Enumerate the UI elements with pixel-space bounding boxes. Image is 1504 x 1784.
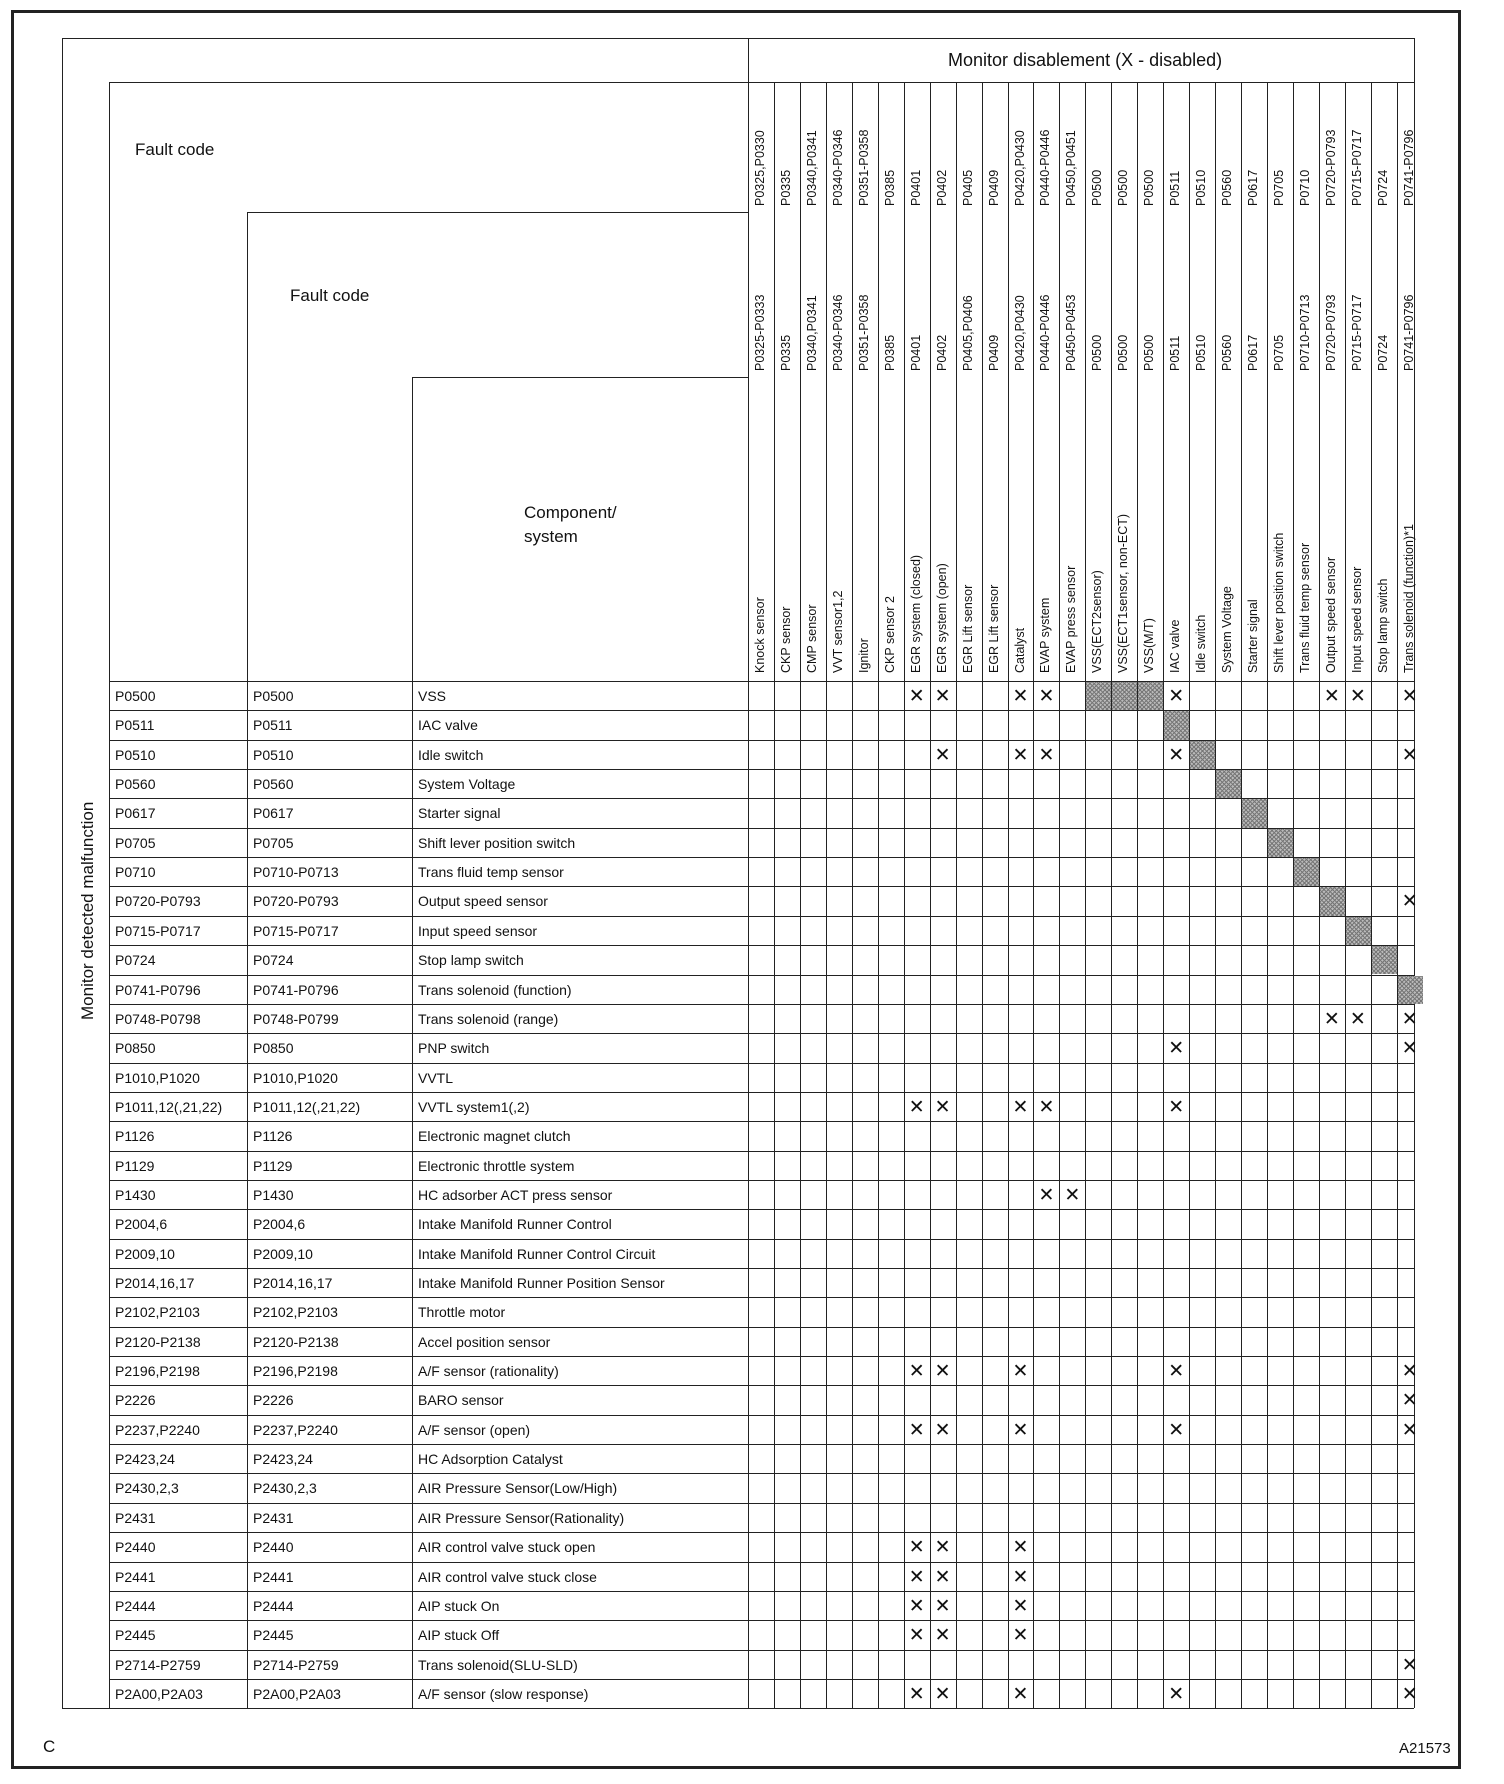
row-code2: P0720-P0793	[253, 893, 339, 910]
column-divider	[826, 82, 827, 1708]
row-code1: P2431	[115, 1509, 156, 1526]
row-code2: P2102,P2103	[253, 1304, 338, 1321]
disabled-mark: ✕	[1401, 1683, 1418, 1705]
disabled-mark: ✕	[1323, 686, 1340, 707]
row-code1: P2237,P2240	[115, 1421, 200, 1438]
column-code2: P0335	[778, 334, 793, 371]
column-code1: P0335	[778, 169, 793, 206]
row-component: Electronic magnet clutch	[418, 1128, 571, 1145]
column-divider	[774, 82, 775, 1708]
table-right-border	[1414, 38, 1415, 1708]
disabled-mark: ✕	[908, 1566, 925, 1588]
row-code1: P2226	[115, 1392, 156, 1409]
row-code1: P0724	[115, 952, 156, 969]
row-code1: P2120-P2138	[115, 1333, 201, 1350]
row-code1: P2714-P2759	[115, 1656, 201, 1673]
column-divider	[1345, 82, 1346, 1708]
self-diagnosis-cell	[1242, 799, 1267, 827]
row-code2: P2441	[253, 1568, 294, 1585]
disabled-mark: ✕	[1349, 1008, 1366, 1030]
row-code2: P0850	[253, 1040, 294, 1057]
column-divider	[1371, 82, 1372, 1708]
row-code2: P0510	[253, 746, 294, 763]
column-code1: P0560	[1220, 169, 1235, 206]
disabled-mark: ✕	[1401, 1654, 1418, 1676]
column-divider	[800, 82, 801, 1708]
column-divider	[1085, 82, 1086, 1708]
component-header-line1: Component/	[524, 503, 617, 522]
row-component: Stop lamp switch	[418, 952, 524, 969]
row-code1: P1011,12(,21,22)	[115, 1098, 223, 1115]
column-divider	[1189, 82, 1190, 1708]
disabled-mark: ✕	[1012, 1419, 1029, 1441]
disabled-mark: ✕	[1012, 686, 1029, 707]
column-divider	[1267, 82, 1268, 1708]
row-component: AIP stuck On	[418, 1597, 500, 1614]
header-row3-line	[412, 377, 748, 378]
column-divider	[982, 82, 983, 1708]
column-component: VSS(ECT1sensor, non-ECT)	[1116, 513, 1131, 673]
column-code2: P0340-P0346	[830, 294, 845, 371]
row-code1: P2014,16,17	[115, 1275, 195, 1291]
row-code2: P2430,2,3	[253, 1480, 317, 1497]
row-code1: P1126	[115, 1128, 155, 1145]
row-code1: P2441	[115, 1568, 156, 1585]
row-code1: P0705	[115, 834, 156, 851]
row-code1: P2440	[115, 1539, 156, 1556]
disabled-mark: ✕	[1401, 686, 1418, 707]
fault-code-header-1: Fault code	[135, 140, 215, 159]
column-code1: P0340,P0341	[804, 130, 819, 206]
row-component: BARO sensor	[418, 1392, 504, 1409]
column-code1: P0402	[934, 169, 949, 206]
disabled-mark: ✕	[1349, 686, 1366, 707]
column-code2: P0710-P0713	[1297, 294, 1312, 371]
row-code1: P2004,6	[115, 1216, 168, 1233]
row-code1: P0617	[115, 805, 156, 822]
disabled-mark: ✕	[934, 1625, 951, 1647]
row-code2: P0560	[253, 776, 294, 793]
row-code2: P0715-P0717	[253, 922, 339, 939]
column-code1: P0420,P0430	[1012, 130, 1027, 206]
disabled-mark: ✕	[1012, 1096, 1029, 1118]
disabled-mark: ✕	[1012, 1361, 1029, 1383]
monitor-disablement-title: Monitor disablement (X - disabled)	[948, 50, 1223, 70]
column-component: CKP sensor	[778, 606, 793, 673]
column-code2: P0450-P0453	[1064, 294, 1079, 371]
column-code2: P0420,P0430	[1012, 295, 1027, 371]
row-code1: P0510	[115, 746, 156, 763]
row-component: Input speed sensor	[418, 922, 538, 939]
disabled-mark: ✕	[934, 1361, 951, 1383]
column-divider	[878, 82, 879, 1708]
column-code2: P0325-P0333	[753, 294, 767, 371]
column-code2: P0511	[1168, 335, 1183, 371]
row-component: Electronic throttle system	[418, 1157, 575, 1174]
column-code1: P0617	[1246, 169, 1261, 206]
self-diagnosis-cell	[1112, 682, 1137, 710]
row-code1: P2A00,P2A03	[115, 1685, 203, 1702]
disabled-mark: ✕	[908, 1419, 925, 1441]
column-code1: P0409	[986, 169, 1001, 206]
self-diagnosis-cell	[1268, 829, 1293, 857]
self-diagnosis-cell	[1346, 917, 1371, 945]
row-component: AIR control valve stuck close	[418, 1568, 597, 1585]
row-component: Intake Manifold Runner Control	[418, 1216, 612, 1233]
row-component: VVTL	[418, 1069, 454, 1086]
column-component: Trans solenoid (function)*1	[1401, 524, 1416, 673]
disabled-mark: ✕	[1401, 1038, 1418, 1060]
column-code2: P0500	[1090, 334, 1105, 371]
row-code2: P2014,16,17	[253, 1275, 333, 1291]
row-component: Intake Manifold Runner Control Circuit	[418, 1245, 656, 1262]
column-code2: P0440-P0446	[1038, 294, 1053, 371]
row-component: Starter signal	[418, 805, 501, 822]
row-component: Trans solenoid(SLU-SLD)	[418, 1656, 578, 1673]
row-component: Trans fluid temp sensor	[418, 864, 564, 881]
row-code1: P1010,P1020	[115, 1069, 200, 1086]
row-code2: P2226	[253, 1392, 294, 1409]
column-component: Idle switch	[1194, 614, 1209, 673]
column-code1: P0401	[908, 169, 923, 206]
column-code2: P0705	[1272, 334, 1286, 371]
column-code1: P0450,P0451	[1064, 130, 1079, 206]
column-code2: P0741-P0796	[1401, 294, 1416, 371]
row-component: AIP stuck Off	[418, 1627, 500, 1644]
fault-code-header-2: Fault code	[290, 286, 370, 305]
column-code1: P0500	[1116, 169, 1131, 206]
row-component: A/F sensor (slow response)	[418, 1685, 589, 1702]
column-component: VSS(M/T)	[1142, 618, 1157, 673]
row-code2: P2009,10	[253, 1245, 313, 1262]
row-code2: P0710-P0713	[253, 864, 339, 881]
disabled-mark: ✕	[1038, 744, 1055, 766]
row-code1: P0710	[115, 864, 156, 881]
disabled-mark: ✕	[1012, 1537, 1029, 1559]
column-code2: P0560	[1220, 334, 1235, 371]
disabled-mark: ✕	[1012, 1566, 1029, 1588]
column-divider	[904, 82, 905, 1708]
disabled-mark: ✕	[1012, 1595, 1029, 1617]
row-code2: P2714-P2759	[253, 1656, 339, 1673]
column-component: EGR system (closed)	[908, 554, 923, 673]
row-component: Accel position sensor	[418, 1333, 551, 1350]
column-divider	[1163, 82, 1164, 1708]
row-code1: P2430,2,3	[115, 1480, 179, 1497]
disabled-mark: ✕	[1401, 1419, 1418, 1441]
row-component: VVTL system1(,2)	[418, 1098, 530, 1115]
disabled-mark: ✕	[1168, 1361, 1185, 1383]
row-code2: P2004,6	[253, 1216, 306, 1233]
row-code1: P0850	[115, 1040, 156, 1057]
row-code2: P2237,P2240	[253, 1421, 338, 1438]
row-component: Idle switch	[418, 746, 484, 763]
self-diagnosis-cell	[1320, 887, 1345, 915]
disabled-mark: ✕	[1064, 1184, 1081, 1206]
disabled-mark: ✕	[934, 1566, 951, 1588]
column-divider	[1008, 82, 1009, 1708]
column-code1: P0720-P0793	[1323, 129, 1338, 206]
column-component: EGR Lift sensor	[960, 584, 975, 673]
column-component: CKP sensor 2	[882, 596, 897, 673]
column-component: Trans fluid temp sensor	[1297, 542, 1312, 673]
disabled-mark: ✕	[1038, 1184, 1055, 1206]
column-component: System Voltage	[1220, 586, 1235, 673]
row-code1: P0560	[115, 776, 156, 793]
row-component: AIR Pressure Sensor(Rationality)	[418, 1509, 625, 1526]
row-code2: P2444	[253, 1597, 294, 1614]
column-code1: P0351-P0358	[856, 129, 871, 206]
column-code1: P0724	[1375, 169, 1390, 206]
disabled-mark: ✕	[1038, 1096, 1055, 1118]
component-header-line2: system	[524, 527, 578, 546]
figure-id: A21573	[1399, 1740, 1451, 1757]
disabled-mark: ✕	[934, 1419, 951, 1441]
row-code1: P2445	[115, 1627, 156, 1644]
row-component: AIR Pressure Sensor(Low/High)	[418, 1480, 618, 1497]
column-divider	[1059, 82, 1060, 1708]
row-code1: P0720-P0793	[115, 893, 201, 910]
column-code2: P0351-P0358	[856, 294, 871, 371]
row-code2: P0500	[253, 688, 294, 704]
row-axis-label: Monitor detected malfunction	[78, 801, 97, 1020]
row-code2: P0724	[253, 952, 294, 969]
row-component: IAC valve	[418, 717, 478, 734]
self-diagnosis-cell	[1086, 682, 1111, 710]
column-code2: P0500	[1142, 334, 1157, 371]
row-code1: P0511	[115, 717, 155, 734]
column-divider	[1241, 82, 1242, 1708]
column-code1: P0500	[1090, 169, 1105, 206]
row-code1: P1430	[115, 1186, 156, 1203]
row-component: System Voltage	[418, 776, 516, 793]
column-divider	[1033, 82, 1034, 1708]
row-code2: P0511	[253, 717, 293, 734]
column-component: EGR system (open)	[934, 563, 949, 673]
disabled-mark: ✕	[1012, 1683, 1029, 1705]
disabled-mark: ✕	[1168, 1683, 1185, 1705]
row-component: Shift lever position switch	[418, 834, 576, 851]
column-code2: P0405,P0406	[960, 295, 975, 371]
table-top-border	[62, 38, 1414, 39]
column-code1: P0710	[1297, 169, 1312, 206]
header-row2-line	[247, 212, 748, 213]
row-code2: P2120-P2138	[253, 1333, 339, 1350]
column-code1: P0405	[960, 169, 975, 206]
column-code1: P0705	[1272, 169, 1286, 206]
disabled-mark: ✕	[1401, 1390, 1418, 1412]
row-code2: P0617	[253, 805, 294, 822]
disabled-mark: ✕	[934, 744, 951, 766]
row-code2: P1129	[253, 1157, 293, 1174]
column-component: VVT sensor1,2	[830, 590, 845, 673]
row-code2: P2A00,P2A03	[253, 1685, 341, 1702]
column-code2: P0401	[908, 334, 923, 371]
column-code1: P0741-P0796	[1401, 129, 1416, 206]
row-code2: P0705	[253, 834, 294, 851]
column-code2: P0500	[1116, 334, 1131, 371]
row-code2: P1430	[253, 1186, 294, 1203]
column-code2: P0510	[1194, 334, 1209, 371]
column-code1: P0511	[1168, 170, 1183, 206]
column-component: Shift lever position switch	[1272, 532, 1286, 673]
row-component: Intake Manifold Runner Position Sensor	[418, 1275, 665, 1291]
column-code1: P0385	[882, 169, 897, 206]
header-row1-line	[109, 82, 1414, 83]
row-component: A/F sensor (open)	[418, 1421, 531, 1438]
column-code1: P0325,P0330	[753, 130, 767, 206]
column-component: Ignitor	[856, 638, 871, 673]
disabled-mark: ✕	[1038, 686, 1055, 707]
column-divider	[852, 82, 853, 1708]
disabled-mark: ✕	[1168, 1419, 1185, 1441]
disabled-mark: ✕	[1401, 1008, 1418, 1030]
disabled-mark: ✕	[1168, 744, 1185, 766]
disabled-mark: ✕	[934, 1595, 951, 1617]
row-code2: P1010,P1020	[253, 1069, 338, 1086]
self-diagnosis-cell	[1164, 711, 1189, 739]
column-divider	[1215, 82, 1216, 1708]
column-divider	[1293, 82, 1294, 1708]
self-diagnosis-cell	[1138, 682, 1163, 710]
disabled-mark: ✕	[934, 1683, 951, 1705]
column-code1: P0340-P0346	[830, 129, 845, 206]
column-component: EVAP press sensor	[1064, 565, 1079, 673]
grid-left-border	[748, 38, 749, 1708]
column-component: EVAP system	[1038, 597, 1053, 673]
column-component: Knock sensor	[753, 597, 767, 673]
row-code1: P2196,P2198	[115, 1363, 200, 1380]
column-component: VSS(ECT2sensor)	[1090, 570, 1105, 673]
disabled-mark: ✕	[934, 1096, 951, 1118]
column-code2: P0720-P0793	[1323, 294, 1338, 371]
column-component: Stop lamp switch	[1375, 578, 1390, 673]
column-component: Catalyst	[1012, 627, 1027, 673]
self-diagnosis-cell	[1372, 946, 1397, 974]
row-code2: P1011,12(,21,22)	[253, 1098, 361, 1115]
column-component: Starter signal	[1246, 599, 1261, 673]
self-diagnosis-cell	[1398, 976, 1423, 1004]
disabled-mark: ✕	[934, 686, 951, 707]
disabled-mark: ✕	[934, 1537, 951, 1559]
row-code1: P2444	[115, 1597, 156, 1614]
column-code2: P0385	[882, 334, 897, 371]
row-code2: P2431	[253, 1509, 294, 1526]
disabled-mark: ✕	[1168, 686, 1185, 707]
disabled-mark: ✕	[908, 686, 925, 707]
column-divider	[1137, 82, 1138, 1708]
row-code1: P2102,P2103	[115, 1304, 200, 1321]
row-component: HC Adsorption Catalyst	[418, 1451, 563, 1468]
disabled-mark: ✕	[1168, 1096, 1185, 1118]
row-code2: P2440	[253, 1539, 294, 1556]
column-code1: P0500	[1142, 169, 1157, 206]
row-component: VSS	[418, 688, 447, 704]
disabled-mark: ✕	[908, 1595, 925, 1617]
row-code2: P0748-P0799	[253, 1010, 339, 1027]
column-component: CMP sensor	[804, 604, 819, 673]
column-component: IAC valve	[1168, 619, 1183, 673]
row-code1: P0715-P0717	[115, 922, 201, 939]
disabled-mark: ✕	[1012, 1625, 1029, 1647]
table-left-border	[62, 38, 63, 1708]
column-component: EGR Lift sensor	[986, 584, 1001, 673]
disabled-mark: ✕	[1168, 1038, 1185, 1060]
disabled-mark: ✕	[1401, 1361, 1418, 1383]
column-code1: P0510	[1194, 169, 1209, 206]
row-component: AIR control valve stuck open	[418, 1539, 596, 1556]
column-divider	[956, 82, 957, 1708]
row-component: Trans solenoid (range)	[418, 1010, 559, 1027]
row-code1: P2423,24	[115, 1451, 175, 1468]
row-code2: P1126	[253, 1128, 293, 1145]
row-code1: P1129	[115, 1157, 155, 1174]
row-component: Output speed sensor	[418, 893, 548, 910]
disabled-mark: ✕	[908, 1625, 925, 1647]
row-component: A/F sensor (rationality)	[418, 1363, 559, 1380]
row-code1: P0748-P0798	[115, 1010, 201, 1027]
row-component: HC adsorber ACT press sensor	[418, 1186, 613, 1203]
column-code2: P0402	[934, 334, 949, 371]
row-code2: P2423,24	[253, 1451, 313, 1468]
disabled-mark: ✕	[1323, 1008, 1340, 1030]
disabled-mark: ✕	[1012, 744, 1029, 766]
disabled-mark: ✕	[1401, 744, 1418, 766]
column-code2: P0340,P0341	[804, 295, 819, 371]
disabled-mark: ✕	[908, 1683, 925, 1705]
row-code2: P0741-P0796	[253, 981, 339, 998]
column-divider	[1111, 82, 1112, 1708]
column-code2: P0724	[1375, 334, 1390, 371]
row-component: PNP switch	[418, 1040, 490, 1057]
column-component: Input speed sensor	[1349, 566, 1364, 673]
row-code1: P0500	[115, 688, 156, 704]
column-code2: P0715-P0717	[1349, 294, 1364, 371]
self-diagnosis-cell	[1190, 741, 1215, 769]
footer-letter: C	[43, 1737, 56, 1756]
row-code2: P2196,P2198	[253, 1363, 338, 1380]
column-code2: P0409	[986, 334, 1001, 371]
disabled-mark: ✕	[908, 1361, 925, 1383]
disabled-mark: ✕	[1401, 891, 1418, 913]
disabled-mark: ✕	[908, 1537, 925, 1559]
column-code2: P0617	[1246, 334, 1261, 371]
column-component: Output speed sensor	[1323, 556, 1338, 673]
self-diagnosis-cell	[1216, 770, 1241, 798]
disabled-mark: ✕	[908, 1096, 925, 1118]
column-code1: P0715-P0717	[1349, 129, 1364, 206]
row-component: Trans solenoid (function)	[418, 981, 572, 998]
row-component: Throttle motor	[418, 1304, 506, 1321]
column-divider	[930, 82, 931, 1708]
row-code1: P2009,10	[115, 1245, 175, 1262]
row-code2: P2445	[253, 1627, 294, 1644]
row-code1: P0741-P0796	[115, 981, 201, 998]
column-code1: P0440-P0446	[1038, 129, 1053, 206]
self-diagnosis-cell	[1294, 858, 1319, 886]
